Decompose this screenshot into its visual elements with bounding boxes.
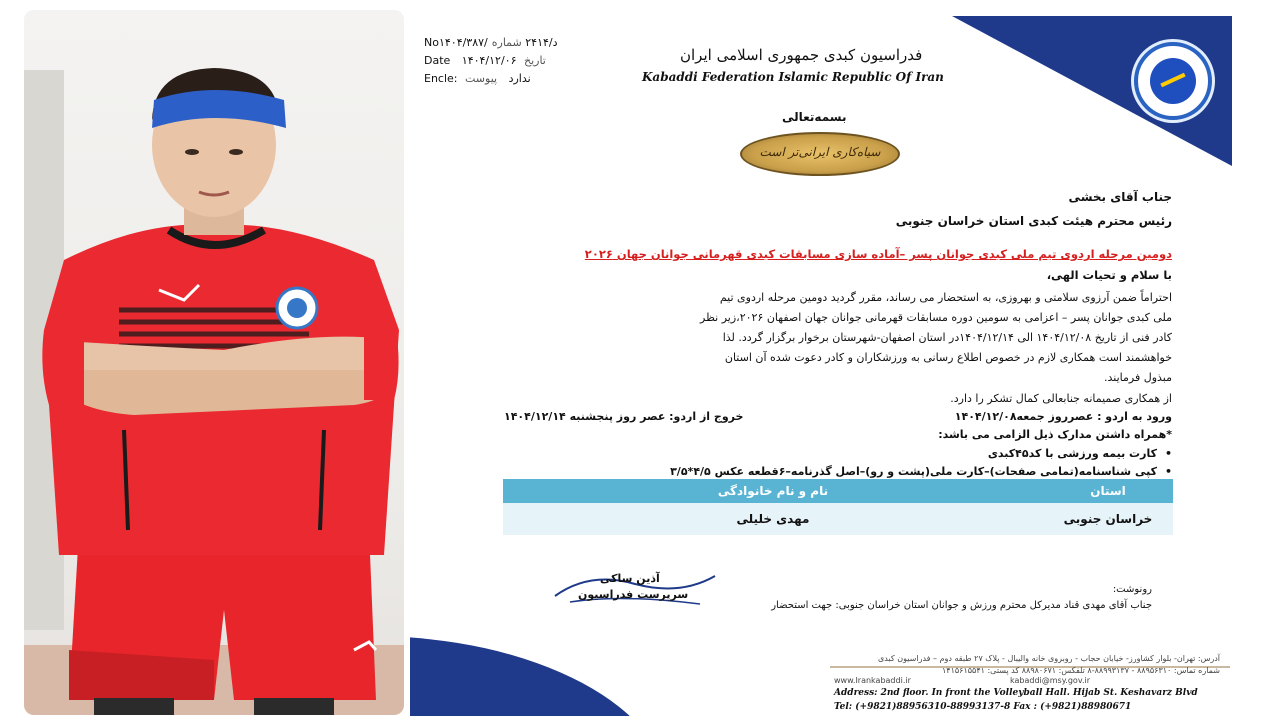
participants-table <box>503 479 1173 535</box>
camp-exit: خروج از اردو: عصر روز پنجشنبه ۱۴۰۴/۱۲/۱۴ <box>504 410 744 423</box>
official-letter <box>410 16 1232 716</box>
documents-item-1: •کارت بیمه ورزشی با کد۴۵کبدی <box>987 447 1172 460</box>
kabaddi-player-icon <box>742 670 802 710</box>
gold-seal-emblem: سیاه‌کاری ایرانی‌تر است <box>740 132 900 176</box>
body-line-5: مبذول فرمایند. <box>1103 371 1172 384</box>
org-name-en: Kabaddi Federation Islamic Republic Of Iran <box>642 70 944 84</box>
body-line-3: کادر فنی از تاریخ ۱۴۰۴/۱۲/۰۸ الی ۱۴۰۴/۱۲/۱۴در استان اصفهان-شهرستان برخوار برگزار گردد. لذا <box>722 331 1172 344</box>
player-photo <box>24 10 404 715</box>
footer-email[interactable]: kabaddi@msy.gov.ir <box>1010 676 1090 685</box>
signatory-name: آذین ساکی <box>600 572 660 585</box>
thanks-line: از همکاری صمیمانه جنابعالی کمال تشکر را دارد. <box>950 392 1172 405</box>
table-row <box>503 503 1173 535</box>
footer-phones-fa: شماره تماس: ۸۸۹۵۶۳۱۰ - ۸۸۹۹۳۱۳۷-۸ تلفکس: ۸۸۹۸۰۶۷۱ کد پستی: ۱۴۱۵۶۱۵۵۴۱ <box>941 666 1220 675</box>
table-cell-name: مهدی خلیلی <box>503 503 1043 535</box>
footer-address-fa: آدرس: تهران- بلوار کشاورز- خیابان حجاب - روبروی خانه والیبال - پلاک ۲۷ طبقه دوم – فدراسیون کبدی <box>878 654 1220 663</box>
federation-logo-icon <box>1134 42 1212 120</box>
greeting: با سلام و تحیات الهی، <box>1046 268 1172 282</box>
copy-label: رونوشت: <box>1112 584 1152 595</box>
bismillah: بسمه‌تعالی <box>782 110 847 124</box>
copy-text: جناب آقای مهدی قناد مدیرکل محترم ورزش و جوانان استان خراسان جنوبی: جهت استحضار <box>771 600 1152 611</box>
footer-phones-en: Tel: (+9821)88956310-88993137-8 Fax : (+9821)88980671 <box>834 702 1132 712</box>
table-header-name: نام و نام خانوادگی <box>503 479 1043 503</box>
ref-number-row: No۱۴۰۴/۳۸۷/د/۲۴۱۴ شماره <box>424 36 558 49</box>
org-name-fa: فدراسیون کبدی جمهوری اسلامی ایران <box>680 46 923 64</box>
documents-item-2: •کپی شناسنامه(تمامی صفحات)–کارت ملی(پشت و رو)–اصل گذرنامه–۶قطعه عکس ۴/۵*۳/۵ <box>670 465 1172 478</box>
bottom-left-wave-decoration <box>410 636 670 716</box>
ref-date-row: Date ۱۴۰۴/۱۲/۰۶ تاریخ <box>424 54 546 67</box>
recipient-title: رئیس محترم هیئت کبدی استان خراسان جنوبی <box>895 214 1172 228</box>
footer-website[interactable]: www.Irankabaddi.ir <box>834 676 911 685</box>
table-header-row <box>503 479 1173 503</box>
camp-entry: ورود به اردو : عصرروز جمعه۱۴۰۴/۱۲/۰۸ <box>954 410 1172 423</box>
table-cell-province: خراسان جنوبی <box>1043 503 1173 535</box>
body-line-1: احتراماً ضمن آرزوی سلامتی و بهروزی، به استحضار می رساند، مقرر گردید دومین مرحله اردوی تیم <box>719 291 1172 304</box>
table-header-province: استان <box>1043 479 1173 503</box>
ref-encl-row: Encle: ندارد پیوست <box>424 72 531 85</box>
player-figure <box>24 10 404 715</box>
body-line-2: ملی کبدی جوانان پسر – اعزامی به سومین دوره مسابقات قهرمانی جوانان جهان اصفهان ۲۰۲۶،زیر نظر <box>700 311 1172 324</box>
body-line-4: خواهشمند است همکاری لازم در خصوص اطلاع رسانی به ورزشکاران و کادر دعوت شده آن استان <box>724 351 1172 364</box>
recipient-name: جناب آقای بخشی <box>1068 190 1172 204</box>
letter-subject: دومین مرحله اردوی تیم ملی کبدی جوانان پسر –آماده سازی مسابقات کبدی قهرمانی جوانان جهان ۲۰۲۶ <box>584 247 1172 261</box>
footer-address-en: Address: 2nd floor. In front the Volleyball Hall. Hijab St. Keshavarz Blvd <box>834 688 1198 698</box>
signatory-title: سرپرست فدراسیون <box>578 588 689 601</box>
documents-title: *همراه داشتن مدارک ذیل الزامی می باشد: <box>938 428 1172 441</box>
